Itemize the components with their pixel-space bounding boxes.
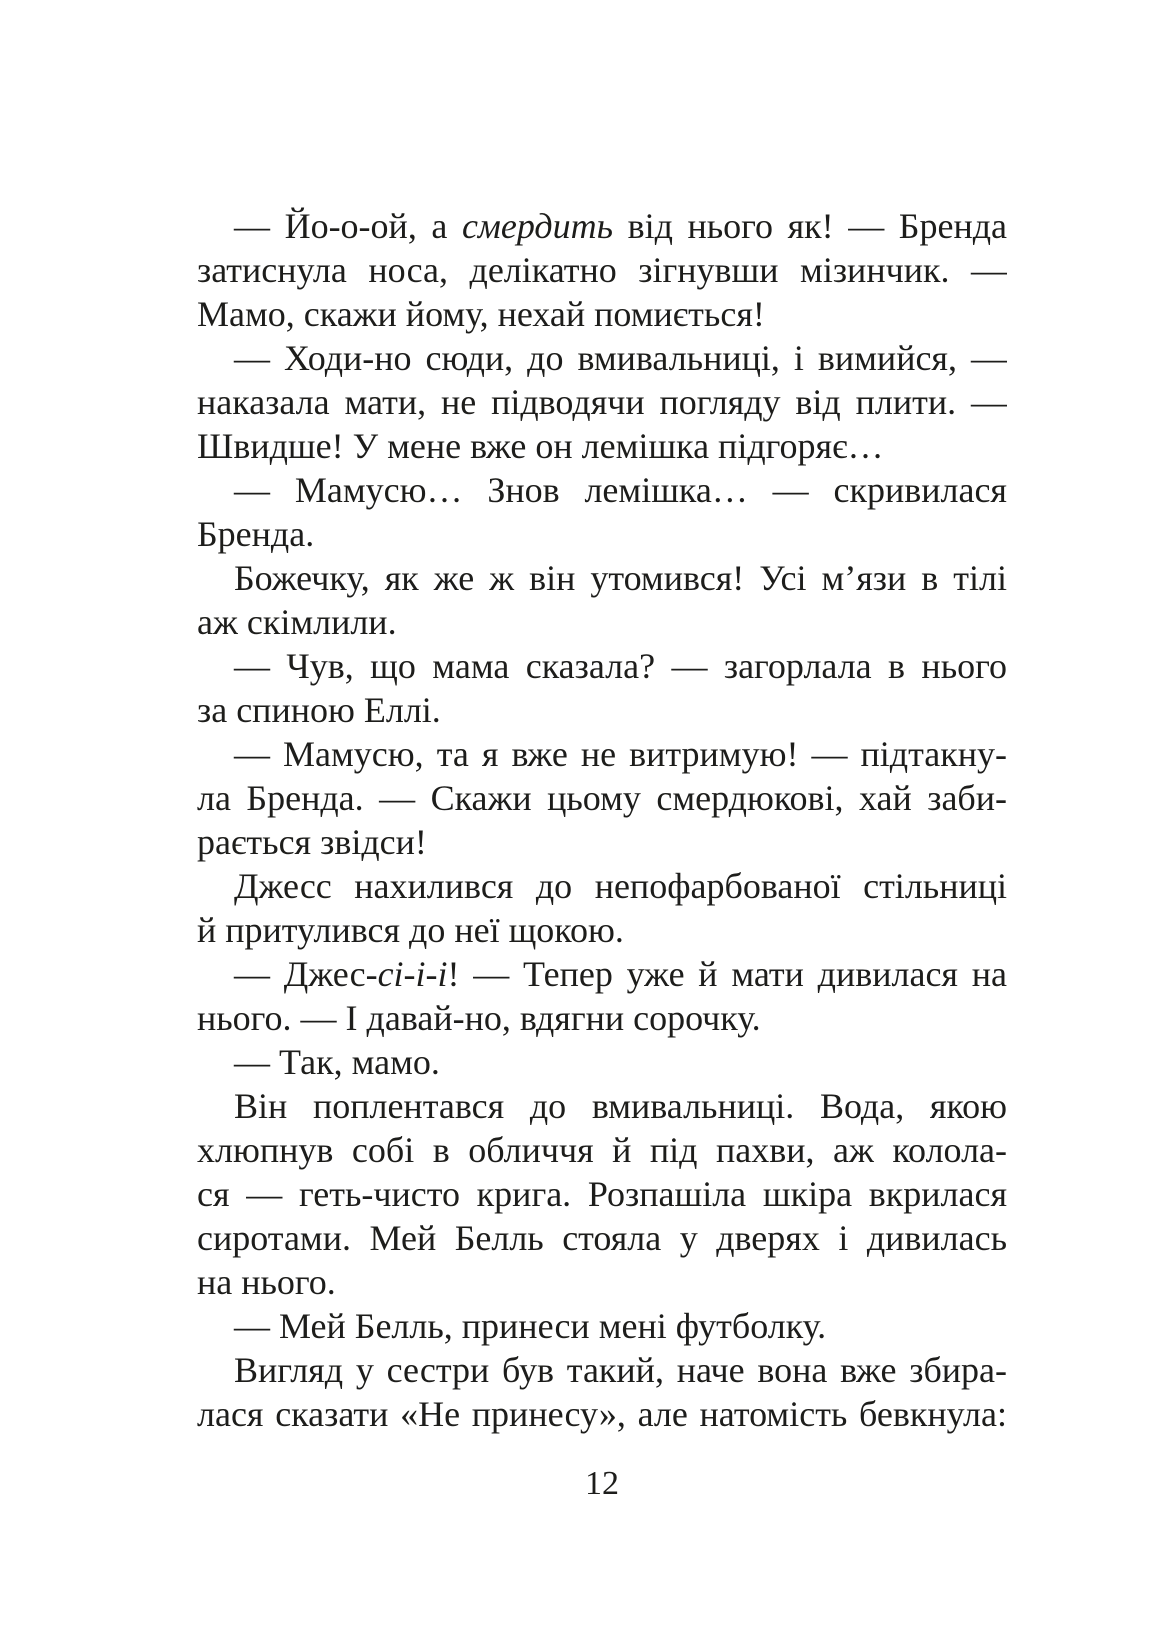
italic-text: сі-і-і bbox=[377, 954, 448, 994]
text-line bbox=[197, 776, 1007, 820]
body-text: від нього як! — Бренда bbox=[613, 206, 1007, 246]
italic-text: смердить bbox=[461, 206, 614, 246]
body-text: Швидше! У мене вже он лемішка підгоряє… bbox=[197, 426, 884, 466]
body-text: Джесс нахилився до непофарбованої стільниці bbox=[234, 866, 1007, 906]
text-line bbox=[197, 1348, 1007, 1392]
text-line bbox=[197, 952, 1007, 996]
body-text: Вигляд у сестри був такий, наче вона вже збира- bbox=[234, 1350, 1007, 1390]
body-text: — Ходи-но сюди, до вмивальниці, і вимийся, — bbox=[234, 338, 1007, 378]
body-text: затиснула носа, делікатно зігнувши мізинчик. — bbox=[197, 250, 1007, 290]
text-line bbox=[197, 864, 1007, 908]
text-line bbox=[197, 1260, 1007, 1304]
text-line bbox=[197, 908, 1007, 952]
body-text: — Мамусю… Знов лемішка… — скривилася bbox=[234, 470, 1007, 510]
text-line bbox=[197, 1304, 1007, 1348]
text-line bbox=[197, 1084, 1007, 1128]
body-text: рається звідси! bbox=[197, 822, 427, 862]
text-line bbox=[197, 248, 1007, 292]
body-text: сиротами. Мей Белль стояла у дверях і дивилась bbox=[197, 1218, 1007, 1258]
body-text: Бренда. bbox=[197, 514, 315, 554]
text-line bbox=[197, 644, 1007, 688]
text-line bbox=[197, 732, 1007, 776]
text-line bbox=[197, 600, 1007, 644]
text-line bbox=[197, 424, 1007, 468]
body-text: ! — Тепер уже й мати дивилася на bbox=[447, 954, 1007, 994]
text-line bbox=[197, 820, 1007, 864]
text-line bbox=[197, 1392, 1007, 1436]
text-line bbox=[197, 1216, 1007, 1260]
body-text: хлюпнув собі в обличчя й під пахви, аж колола- bbox=[197, 1130, 1007, 1170]
body-text: наказала мати, не підводячи погляду від плити. — bbox=[197, 382, 1007, 422]
body-text: — Йо-о-ой, а bbox=[234, 206, 462, 246]
text-line bbox=[197, 996, 1007, 1040]
text-line bbox=[197, 468, 1007, 512]
body-text: й притулився до неї щокою. bbox=[197, 910, 624, 950]
body-text: — Мамусю, та я вже не витримую! — підтакну- bbox=[234, 734, 1007, 774]
body-text: аж скімлили. bbox=[197, 602, 397, 642]
body-text: ся — геть-чисто крига. Розпашіла шкіра вкрилася bbox=[197, 1174, 1007, 1214]
page-number: 12 bbox=[585, 1465, 619, 1502]
body-text: лася сказати «Не принесу», але натомість бевкнула: bbox=[197, 1394, 1007, 1434]
body-text: — Джес- bbox=[234, 954, 378, 994]
body-text: — Мей Белль, принеси мені футболку. bbox=[234, 1306, 827, 1346]
text-line bbox=[197, 688, 1007, 732]
text-line bbox=[197, 204, 1007, 248]
body-text: Мамо, скажи йому, нехай помиється! bbox=[197, 294, 765, 334]
body-text: — Чув, що мама сказала? — загорлала в нього bbox=[234, 646, 1007, 686]
body-text: нього. — І давай-но, вдягни сорочку. bbox=[197, 998, 761, 1038]
text-line bbox=[197, 512, 1007, 556]
text-line bbox=[197, 1172, 1007, 1216]
body-text: за спиною Еллі. bbox=[197, 690, 441, 730]
text-line bbox=[197, 556, 1007, 600]
text-line bbox=[197, 1128, 1007, 1172]
body-text: на нього. bbox=[197, 1262, 336, 1302]
text-line bbox=[197, 336, 1007, 380]
text-line bbox=[197, 1040, 1007, 1084]
text-line bbox=[197, 292, 1007, 336]
page-lines bbox=[197, 204, 1007, 1436]
body-text: Божечку, як же ж він утомився! Усі м’язи в тілі bbox=[234, 558, 1007, 598]
body-text: — Так, мамо. bbox=[234, 1042, 440, 1082]
body-text: Він поплентався до вмивальниці. Вода, якою bbox=[234, 1086, 1007, 1126]
text-line bbox=[197, 380, 1007, 424]
body-text: ла Бренда. — Скажи цьому смердюкові, хай заби- bbox=[197, 778, 1007, 818]
